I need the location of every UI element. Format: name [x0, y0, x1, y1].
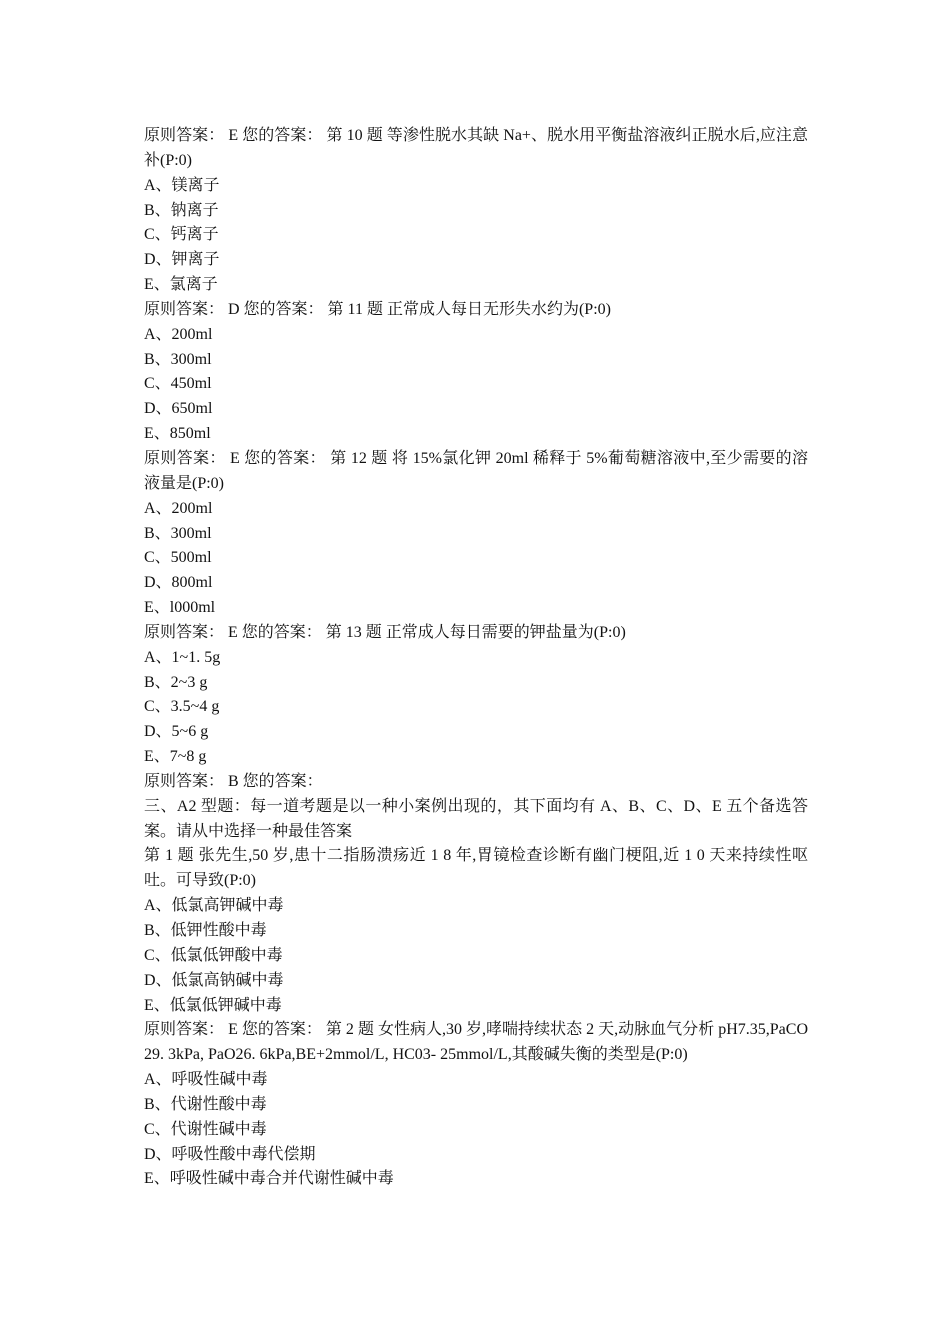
text-line: C、低氯低钾酸中毒: [144, 946, 283, 964]
text-line: E、低氯低钾碱中毒: [144, 996, 282, 1014]
text-line: A、1~1. 5g: [144, 648, 221, 666]
text-line: A、呼吸性碱中毒: [144, 1071, 268, 1089]
paragraph: 三、A2 型题：每一道考题是以一种小案例出现的，其下面均有 A、B、C、D、E 五个备选答案。请从中选择一种最佳答案: [144, 797, 808, 840]
text-line: B、300ml: [144, 524, 212, 542]
text-line: D、低氯高钠碱中毒: [144, 971, 284, 989]
text-line: E、呼吸性碱中毒合并代谢性碱中毒: [144, 1170, 394, 1188]
text-line: D、650ml: [144, 400, 213, 418]
text-line: E、7~8 g: [144, 748, 207, 766]
document-page: [144, 124, 808, 1192]
text-line: D、800ml: [144, 574, 213, 592]
text-line: 原则答案： D 您的答案： 第 11 题 正常成人每日无形失水约为(P:0): [144, 300, 611, 318]
text-line: C、500ml: [144, 549, 212, 567]
text-line: B、300ml: [144, 350, 212, 368]
text-line: B、低钾性酸中毒: [144, 922, 267, 939]
text-line: C、代谢性碱中毒: [144, 1120, 267, 1138]
text-line: C、3.5~4 g: [144, 698, 220, 716]
text-line: E、l000ml: [144, 599, 216, 617]
paragraph: 第 1 题 张先生,50 岁,患十二指肠溃疡近 1 8 年,胃镜检查诊断有幽门梗阻,近 1 0 天来持续性呕吐。可导致(P:0): [144, 847, 808, 890]
text-line: D、钾离子: [144, 251, 220, 269]
text-line: C、钙离子: [144, 226, 219, 244]
text-line: B、钠离子: [144, 201, 219, 219]
text-line: C、450ml: [144, 375, 212, 393]
text-line: 原则答案： B 您的答案：: [144, 772, 323, 790]
paragraph: 原则答案： E 您的答案： 第 10 题 等渗性脱水其缺 Na+、脱水用平衡盐溶液纠正脱水后,应注意补(P:0): [144, 127, 808, 169]
text-line: D、5~6 g: [144, 723, 209, 741]
text-line: A、镁离子: [144, 176, 220, 194]
text-line: B、代谢性酸中毒: [144, 1095, 267, 1113]
text-line: B、2~3 g: [144, 673, 208, 691]
text-line: A、200ml: [144, 499, 213, 517]
text-line: A、200ml: [144, 325, 213, 343]
text-line: D、呼吸性酸中毒代偿期: [144, 1145, 316, 1163]
text-line: E、氯离子: [144, 276, 218, 294]
paragraph: 原则答案： E 您的答案： 第 12 题 将 15%氯化钾 20ml 稀释于 5%葡萄糖溶液中,至少需要的溶液量是(P:0): [144, 449, 808, 492]
text-line: E、850ml: [144, 425, 211, 443]
paragraph: 原则答案： E 您的答案： 第 2 题 女性病人,30 岁,哮喘持续状态 2 天,动脉血气分析 pH7.35,PaCO29. 3kPa, PaO26. 6kPa,BE+2mmol/L, HC03- 25mmol/L,其酸碱失衡的类型是(P:0): [144, 1021, 808, 1064]
text-line: 原则答案： E 您的答案： 第 13 题 正常成人每日需要的钾盐量为(P:0): [144, 623, 626, 641]
text-line: A、低氯高钾碱中毒: [144, 897, 284, 915]
